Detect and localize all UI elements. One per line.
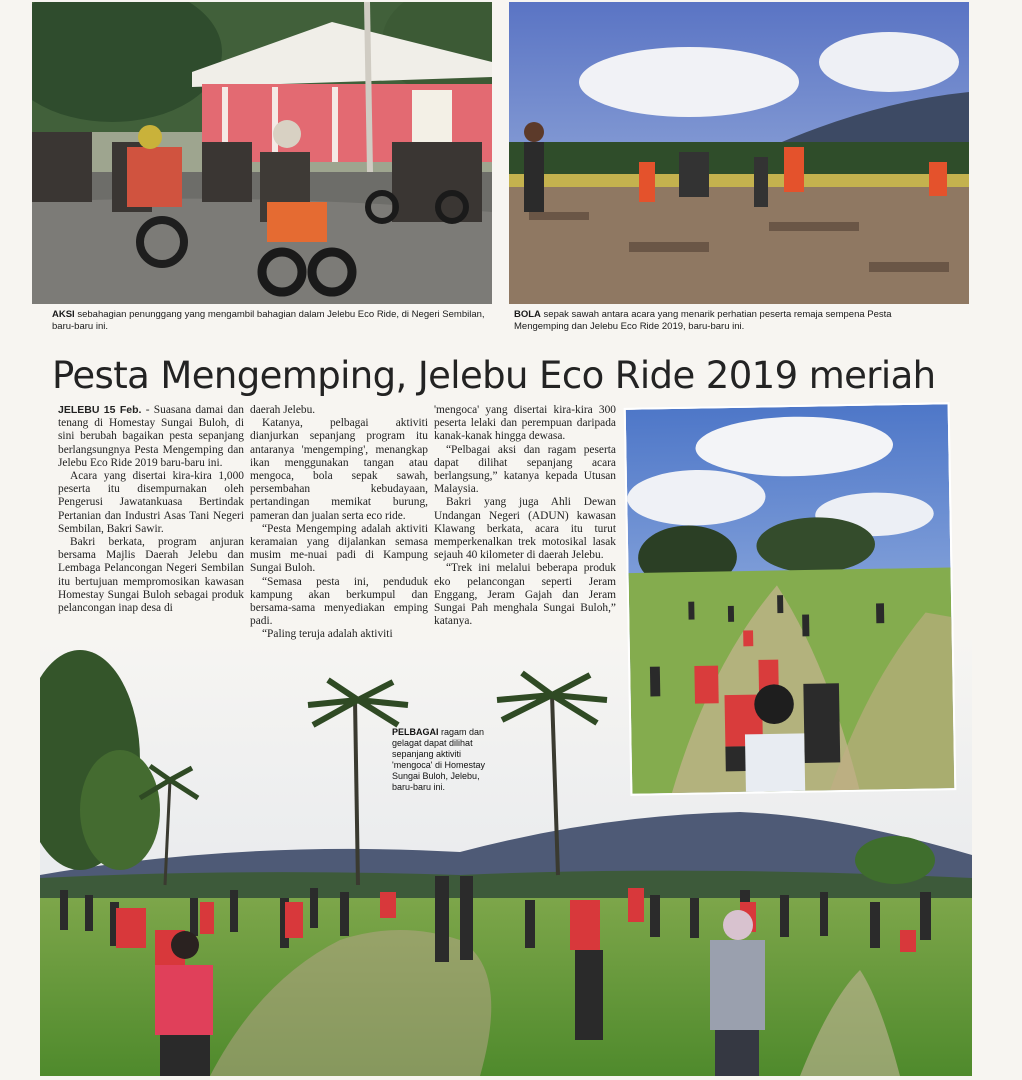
article-column-2 — [250, 404, 428, 642]
paragraph: “Trek ini melalui beberapa produk eko pelancongan seperti Jeram Enggang, Jeram Gajah dan Jeram Sungai Pah menghala Sungai Buloh,” katanya. — [434, 562, 616, 628]
dateline: JELEBU 15 Feb. — [58, 404, 142, 416]
top-left-photo — [32, 2, 492, 304]
paragraph: Katanya, pelbagai aktiviti dianjurkan sepanjang program itu antaranya 'mengemping', menangkap ikan menggunakan tangan atau mengoca, bola sepak sawah, persembahan kebudayaan, pertandingan memikat burung, pameran dan jualan serta eco ride. — [250, 417, 428, 522]
paragraph — [58, 404, 244, 470]
headline: Pesta Mengemping, Jelebu Eco Ride 2019 meriah — [52, 354, 936, 397]
paragraph: “Pelbagai aksi dan ragam peserta dapat dilihat sepanjang acara berlangsung,” katanya kepada Utusan Malaysia. — [434, 443, 616, 496]
top-right-caption-lead: BOLA — [514, 309, 541, 320]
top-right-caption-text: sepak sawah antara acara yang menarik perhatian peserta remaja sempena Pesta Mengemping dan Jelebu Eco Ride 2019, baru-baru ini. — [514, 309, 892, 332]
paragraph: “Paling teruja adalah aktiviti — [262, 628, 393, 641]
paragraph: “Pesta Mengemping adalah aktiviti keramaian yang dijalankan semasa musim me-nuai padi di Kampung Sungai Buloh. — [250, 522, 428, 575]
paragraph: 'mengoca' yang disertai kira-kira 300 peserta lelaki dan perempuan daripada kanak-kanak hingga dewasa. — [434, 404, 616, 443]
paragraph: “Semasa pesta ini, penduduk kampung akan berkumpul dan bersama-sama menyediakan emping padi. — [250, 575, 428, 628]
bottom-caption-lead: PELBAGAI — [392, 727, 439, 737]
paragraph: daerah Jelebu. — [250, 404, 316, 416]
article-column-3 — [434, 404, 616, 628]
paragraph-text: - Suasana damai dan tenang di Homestay Sungai Buloh, di sini berubah bagaikan pesta sepanjang berlangsungnya Pesta Mengemping dan Jelebu Eco Ride 2019 baru-baru ini. — [58, 404, 244, 469]
article-column-1 — [58, 404, 244, 615]
field-football-photo-icon — [509, 2, 969, 304]
bottom-photo-caption — [392, 727, 497, 793]
motorcycle-riders-photo-icon — [32, 2, 492, 304]
paragraph: Bakri yang juga Ahli Dewan Undangan Negeri (ADUN) kawasan Klawang berkata, acara itu turut memperkenalkan trek motosikal lasak sejauh 40 kilometer di daerah Jelebu. — [434, 496, 616, 562]
bottom-caption-text: ragam dan gelagat dapat dilihat sepanjang aktiviti 'mengoca' di Homestay Sungai Buloh, Jelebu, baru-baru ini. — [392, 727, 485, 792]
top-right-photo — [509, 2, 969, 304]
paragraph: Bakri berkata, program anjuran bersama Majlis Daerah Jelebu dan Lembaga Pelancongan Negeri Sembilan itu bertujuan mempromosikan kawasan Homestay Sungai Buloh sebagai produk pelancongan inap desa di — [58, 536, 244, 615]
top-left-caption-text: sebahagian penunggang yang mengambil bahagian dalam Jelebu Eco Ride, di Negeri Sembilan, baru-baru ini. — [52, 309, 485, 332]
paragraph: Acara yang disertai kira-kira 1,000 peserta itu disempurnakan oleh Pengerusi Jawatankuasa Bertindak Pertanian dan Industri Asas Tani Negeri Sembilan, Bakri Sawir. — [58, 470, 244, 535]
top-left-caption-lead: AKSI — [52, 309, 75, 320]
top-left-caption — [52, 309, 492, 333]
right-inset-photo — [624, 402, 957, 796]
top-right-caption — [514, 309, 914, 333]
paddy-field-crowd-photo-icon — [626, 404, 955, 794]
